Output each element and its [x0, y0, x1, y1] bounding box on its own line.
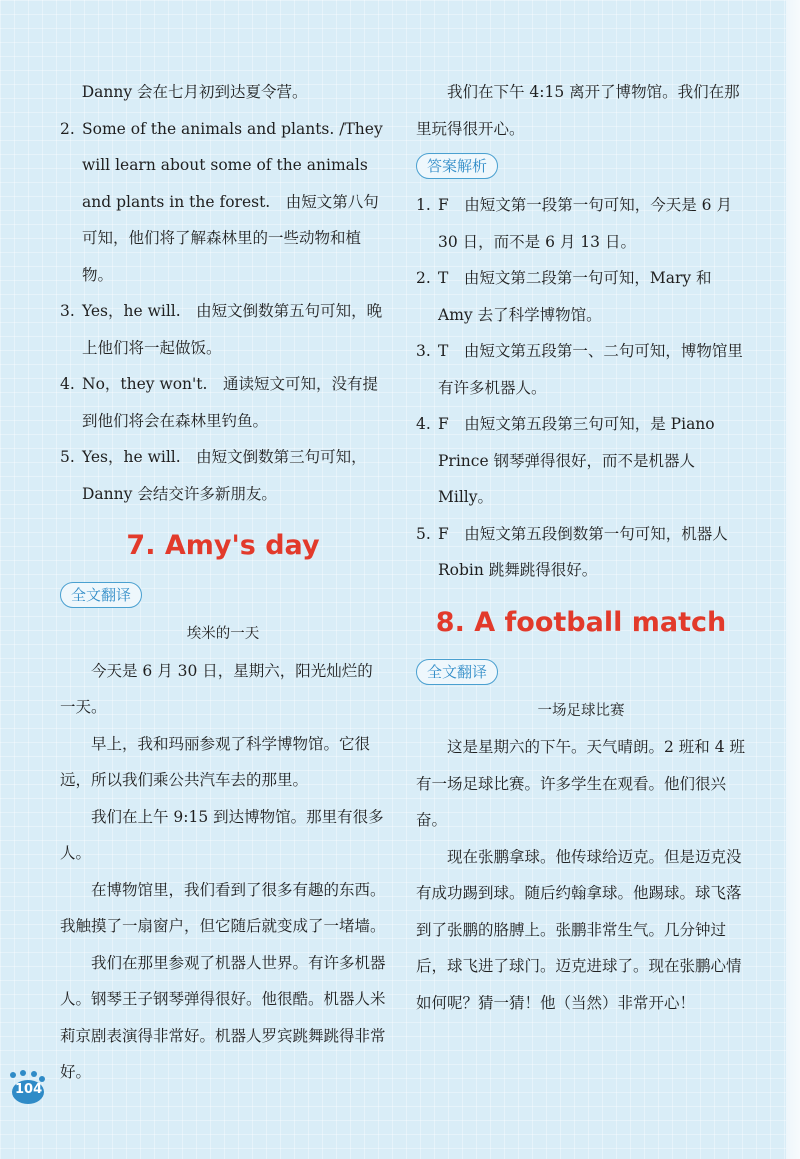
translation-paragraph: 在博物馆里，我们看到了很多有趣的东西。我触摸了一扇窗户，但它随后就变成了一堵墙。 [60, 880, 386, 935]
answer-item [60, 111, 386, 294]
item-number: 3. [416, 342, 431, 360]
translation-paragraph: 现在张鹏拿球。他传球给迈克。但是迈克没有成功踢到球。随后约翰拿球。他踢球。球飞落到了张鹏的胳膊上。张鹏非常生气。几分钟过后，球飞进了球门。迈克进球了。现在张鹏心情如何呢？猜一猜！他（当然）非常开心！ [416, 847, 742, 1012]
item-text: Some of the animals and plants. /They will learn about some of the animals and plants in the forest. 由短文第八句可知，他们将了解森林里的一些动物和植物。 [82, 119, 383, 284]
item-text: Yes，he will. 由短文倒数第五句可知，晚上他们将一起做饭。 [82, 302, 383, 357]
paw-dot-icon [20, 1070, 26, 1076]
answer-analysis-tag: 答案解析 [416, 153, 498, 179]
left-column [60, 74, 386, 1091]
answer-continuation: Danny 会在七月初到达夏令营。 [81, 83, 308, 101]
answer-item [416, 333, 746, 406]
item-number: 4. [60, 375, 75, 393]
page-edge [786, 0, 800, 1159]
right-column [416, 74, 746, 1021]
item-number: 2. [60, 119, 75, 138]
answer-item [60, 293, 386, 366]
answer-item [60, 366, 386, 439]
translation-tag: 全文翻译 [60, 582, 142, 608]
item-number: 3. [60, 302, 75, 320]
translation-paragraph: 今天是 6 月 30 日，星期六，阳光灿烂的一天。 [60, 661, 373, 716]
item-text: Yes，he will. 由短文倒数第三句可知，Danny 会结交许多新朋友。 [82, 448, 367, 503]
translation-subtitle: 埃米的一天 [186, 626, 260, 642]
page-number: 104 [15, 1082, 43, 1097]
answer-item [416, 516, 746, 589]
translation-paragraph: 我们在那里参观了机器人世界。有许多机器人。钢琴王子钢琴弹得很好。他很酷。机器人米莉京剧表演得非常好。机器人罗宾跳舞跳得非常好。 [60, 953, 386, 1081]
translation-paragraph: 这是星期六的下午。天气晴朗。2 班和 4 班有一场足球比赛。许多学生在观看。他们很兴奋。 [416, 738, 746, 829]
translation-tag: 全文翻译 [416, 659, 498, 685]
translation-paragraph: 早上，我和玛丽参观了科学博物馆。它很远，所以我们乘公共汽车去的那里。 [60, 734, 371, 789]
translation-subtitle: 一场足球比赛 [537, 702, 625, 719]
paw-dot-icon [31, 1071, 37, 1077]
item-text: T 由短文第二段第一句可知，Mary 和 Amy 去了科学博物馆。 [438, 269, 712, 324]
section-title: 8. A football match [435, 606, 727, 638]
item-number: 2. [416, 269, 431, 287]
answer-item [416, 187, 746, 260]
item-text: F 由短文第五段倒数第一句可知，机器人 Robin 跳舞跳得很好。 [438, 524, 728, 579]
page-number-badge [6, 1070, 46, 1106]
translation-paragraph: 我们在上午 9:15 到达博物馆。那里有很多人。 [60, 807, 384, 862]
paw-dot-icon [10, 1072, 16, 1078]
section-title: 7. Amy's day [126, 530, 320, 561]
translation-paragraph: 我们在下午 4:15 离开了博物馆。我们在那里玩得很开心。 [416, 83, 740, 138]
item-text: F 由短文第五段第三句可知，是 Piano Prince 钢琴弹得很好，而不是机器人 Milly。 [438, 415, 715, 506]
item-number: 5. [60, 448, 75, 466]
item-text: T 由短文第五段第一、二句可知，博物馆里有许多机器人。 [438, 342, 743, 397]
item-number: 1. [416, 196, 431, 214]
answer-item [416, 406, 746, 516]
item-number: 5. [416, 524, 431, 543]
item-number: 4. [416, 415, 431, 433]
answer-item [416, 260, 746, 333]
answer-item [60, 439, 386, 512]
item-text: No，they won't. 通读短文可知，没有提到他们将会在森林里钓鱼。 [82, 375, 378, 430]
item-text: F 由短文第一段第一句可知，今天是 6 月 30 日，而不是 6 月 13 日。 [438, 196, 732, 251]
